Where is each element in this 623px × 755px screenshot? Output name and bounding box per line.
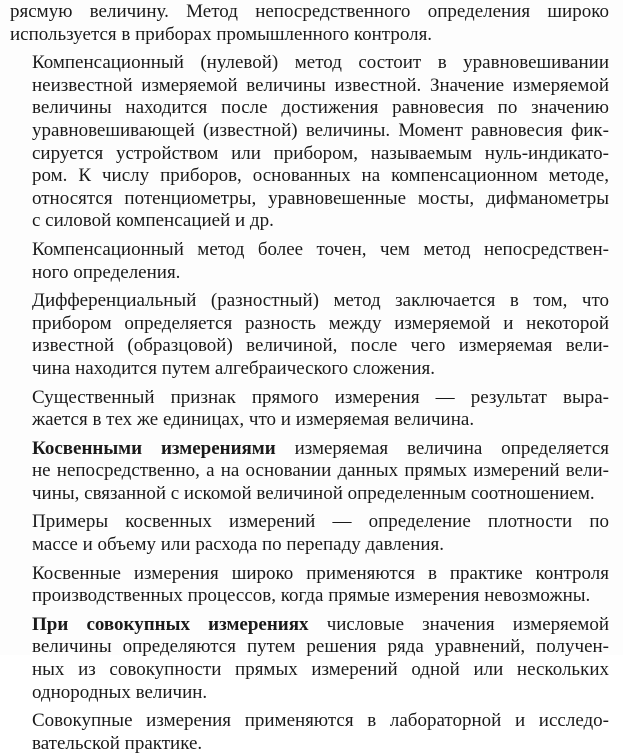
paragraph-indirect-measurements xyxy=(10,438,609,506)
term-indirect-measurements: Косвенными измерениями xyxy=(32,437,276,459)
term-aggregate-measurements: При совокупных измерениях xyxy=(32,613,309,635)
text-line: величины находится после достижения равновесия по значению xyxy=(32,97,609,119)
paragraph-indirect-usage xyxy=(10,563,609,608)
text-line: Совокупные измерения применяются в лабораторной и исследо- xyxy=(32,710,609,732)
text-line: относятся потенциометры, уравновешенные мосты, дифманометры xyxy=(32,187,609,209)
text-fragment: измеряемая величина определяется xyxy=(275,437,609,459)
text-line: Дифференциальный (разностный) метод заключается в том, что xyxy=(32,290,609,312)
text-line: ных из совокупности прямых измерений одной или нескольких xyxy=(32,659,609,681)
text-line: известной (образцовой) величиной, после чего измеряемая вели- xyxy=(32,335,609,357)
paragraph-compensation-method xyxy=(10,52,609,233)
text-line: Существенный признак прямого измерения — результат выра- xyxy=(32,386,609,408)
text-line: Компенсационный метод более точен, чем метод непосредствен- xyxy=(32,238,609,260)
paragraph-aggregate-usage xyxy=(10,710,609,755)
text-line: Примеры косвенных измерений — определение плотности по xyxy=(32,511,609,533)
text-line: не непосредственно, а на основании данных прямых измерений вели- xyxy=(32,460,609,482)
text-line: массе и объему или расхода по перепаду давления. xyxy=(32,534,445,556)
text-line: Компенсационный (нулевой) метод состоит в уравновешивании xyxy=(32,52,609,74)
text-line: прибором определяется разность между измеряемой и некоторой xyxy=(32,312,609,334)
text-line: однородных величин. xyxy=(32,681,208,703)
text-line: чина находится путем алгебраического сложения. xyxy=(32,357,436,379)
paragraph-indirect-examples xyxy=(10,511,609,556)
text-line xyxy=(10,438,609,461)
text-line: уравновешивающей (известной) величины. Момент равновесия фик- xyxy=(32,119,609,141)
text-line: используется в приборах промышленного контроля. xyxy=(10,23,433,45)
paragraph-direct-measurement-sign xyxy=(10,387,609,432)
text-line: величины определяются путем решения ряда уравнений, получен- xyxy=(32,636,609,658)
text-line: ром. К числу приборов, основанных на компенсационном методе, xyxy=(32,165,609,187)
text-line: рясмую величину. Метод непосредственного определения широко xyxy=(10,1,609,22)
text-line: жается в тех же единицах, что и измеряемая величина. xyxy=(32,409,475,431)
text-line: Косвенные измерения широко применяются в практике контроля xyxy=(32,562,609,584)
text-line: с силовой компенсацией и др. xyxy=(32,210,274,232)
text-line: производственных процессов, когда прямые измерения невозможны. xyxy=(32,585,591,607)
text-line: чины, связанной с искомой величиной определенным соотношением. xyxy=(32,482,595,504)
text-line xyxy=(10,614,609,637)
text-line: ного определения. xyxy=(32,261,181,283)
paragraph-direct-method-usage xyxy=(10,1,609,46)
paragraph-compensation-accuracy xyxy=(10,239,609,284)
text-line: вательской практике. xyxy=(32,732,203,754)
paragraph-differential-method xyxy=(10,290,609,380)
text-fragment: числовые значения измеряемой xyxy=(308,613,609,635)
text-line: сируется устройством или прибором, называемым нуль-индикато- xyxy=(32,142,609,164)
paragraph-aggregate-measurements xyxy=(10,614,609,704)
text-line: неизвестной измеряемой величины известной. Значение измеряемой xyxy=(32,74,609,96)
